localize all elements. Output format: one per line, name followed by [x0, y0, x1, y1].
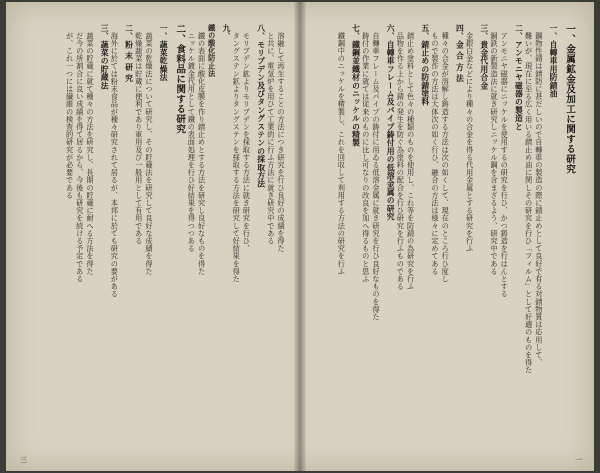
section-heading: 八、モリブデン及びタングステンの採取方法 [256, 24, 266, 188]
text-column: 難いが、現在に至る広く用いる錆止め油に関しその研究を行ひ「フィルム」として好適のものを得た [524, 32, 534, 374]
text-column: タングステン鉱よりタングステンを採取する方法を研究して好結果を得た [232, 32, 242, 283]
text-column: 蔬菜の貯蔵に就て種々の方法を研究し、長期の貯蔵に耐へる方法を得た [85, 32, 95, 276]
text-column: 自轉車フレーム及パイプの鋳付に用ゐる低溶金属に就き研究を行ひ良好なものを得た [371, 32, 381, 321]
text-column: アンモニヤ磁器にニッケルを使用するの研究を行ひ、かつ鋳造を行はんとする [500, 32, 510, 298]
text-column: 金銀白金などにより種々の合金を得る代用金属とする研究を行ふ [465, 32, 475, 253]
section-heading: 七、鐵鋼並鐵材のニッケルの精製 [351, 24, 361, 147]
text-column: 鋼物性錆は錆防に甚だしいので自轉車の製造の際に錆止めとして良好で有る対錆物質は応用して、 [534, 32, 544, 367]
section-heading: 一、金属鉱金及加工に関する研究 [564, 24, 575, 174]
text-column: 蔬菜の乾燥法について研究し、その貯蔵法を研究して良好な成績を得た [144, 32, 154, 276]
text-column: 乾燥蔬菜は貯蔵に便利であり軍用及び一般用として有用である [134, 32, 144, 245]
text-column: 銅鉄の新製造法に就き研究しニッケル鋼を含まざるよう、研究中である [489, 32, 499, 276]
section-heading: 三、蔬菜の貯蔵法 [100, 24, 110, 90]
text-column: 鐵の表面に酸化皮膜を作り錆止めとする方法を研究し良好なものを得た [197, 32, 207, 276]
section-heading: 鐵の酸化防止法 [207, 24, 217, 78]
text-column: 品物を作る上から錆の発生を防ぐ為塗料の配合を行ひ研究を行ふものである [396, 32, 406, 291]
text-column: 種々の合金が溶解し鋳造する方法は次の如くして、現在のところ行ひ度し [441, 32, 451, 283]
section-heading: 一、蔬菜乾燥法 [159, 24, 169, 82]
left-page-text [26, 24, 286, 453]
left-page [6, 2, 298, 471]
text-column: 鋳付の作業に就ては従来のものに比し可なりの改良を加へ得るものと思ふ [361, 32, 371, 283]
section-heading: 四、金 合 方 法 [455, 24, 465, 83]
right-page [302, 2, 594, 471]
left-page-number: 三 [20, 456, 27, 464]
text-column: もので製作の方法は大体次の如く行ひ、融合の方法は様々に定めてある [430, 32, 440, 276]
section-heading: 五、錆止めの防錆塗料 [420, 24, 430, 106]
text-column: 溶融して再生することの方法につき研究を行ひ良好の成績を得た [277, 32, 286, 253]
text-column: ニッケル鍍金代用として鐵の表面処理を行ひ好結果を得つつある [187, 32, 197, 253]
text-column: 鐵鋼中のニッケルを精製し、これを回収して利用する方法の研究を行ふ [337, 32, 347, 276]
section-heading: 二、アンモニヤ磁器の製造と [514, 24, 524, 131]
text-column: 海外に於ては粉末食品が種々研究されて居るが、本邦に於ても研究の要がある [110, 32, 120, 298]
text-column: だ今の所割合に良い成績を得て居るから、今後も研究を続ける予定である [75, 32, 85, 283]
text-column: と共に、電気炉を用ひて工業的に行ふ方法に就き研究中である [266, 32, 276, 245]
text-column: 錆止め塗料として色々の種類のものを使用し、これ等を防錆の為研究を行ふ [406, 32, 416, 291]
right-page-number: 一 [575, 456, 582, 464]
text-column: モリブデン鉱よりモリブデンを採取する方法に就き研究を行ひ、 [242, 32, 252, 253]
text-column: が、これ一つには繊維の検査的研究が必要である [65, 32, 75, 200]
section-heading: 二、食料品に関する研究 [174, 24, 186, 134]
section-heading: 六、自轉車フレーム及パイプ鋳付用の低溶金属の研究 [386, 24, 396, 221]
section-heading: 一、自轉車用防錆油 [549, 24, 558, 98]
right-page-text [314, 24, 576, 453]
section-heading: 九、 [221, 24, 231, 41]
book-spread [6, 2, 594, 471]
section-heading: 三、貴金代用合金 [479, 24, 489, 90]
section-heading: 二、粉 末 研 究 [124, 24, 134, 83]
